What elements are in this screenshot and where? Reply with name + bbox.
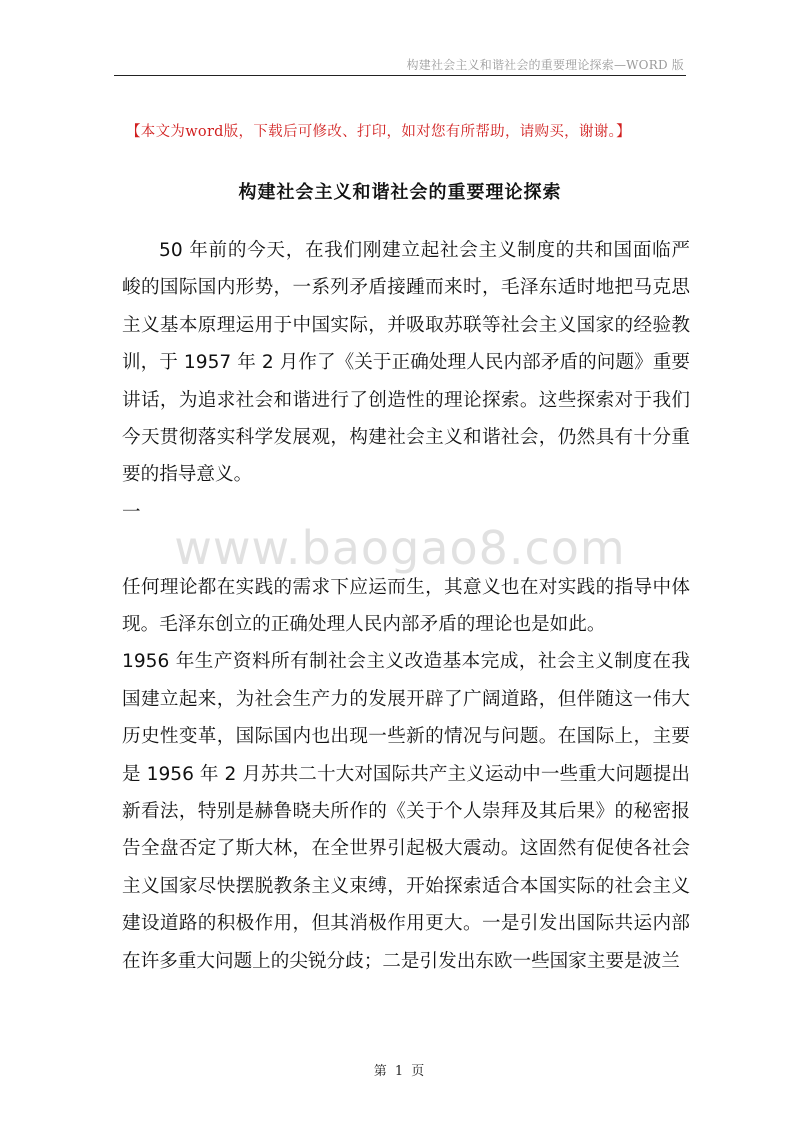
document-body: [122, 232, 690, 980]
document-title: 构建社会主义和谐社会的重要理论探索: [238, 182, 562, 203]
running-header: 构建社会主义和谐社会的重要理论探索—WORD 版: [406, 58, 684, 72]
paragraph: 任何理论都在实践的需求下应运而生，其意义也在对实践的指导中体现。毛泽东创立的正确处理人民内部矛盾的理论也是如此。: [122, 576, 690, 636]
watermark: www.baogao8.com: [174, 521, 626, 575]
section-heading: 一: [122, 501, 141, 523]
paragraph: 1956 年生产资料所有制社会主义改造基本完成，社会主义制度在我国建立起来，为社会生产力的发展开辟了广阔道路，但伴随这一伟大历史性变革，国际国内也出现一些新的情况与问题。在国际上，主要是 1956 年 2 月苏共二十大对国际共产主义运动中一些重大问题提出新看法，特别是赫鲁晓夫所作的《关于个人崇拜及其后果》的秘密报告全盘否定了斯大林，在全世界引起极大震动。这固然有促使各社会主义国家尽快摆脱教条主义束缚，开始探索适合本国实际的社会主义建设道路的积极作用，但其消极作用更大。一是引发出国际共运内部在许多重大问题上的尖锐分歧；二是引发出东欧一些国家主要是波兰: [122, 651, 690, 972]
paragraph-intro: 50 年前的今天，在我们刚建立起社会主义制度的共和国面临严峻的国际国内形势，一系列矛盾接踵而来时，毛泽东适时地把马克思主义基本原理运用于中国实际，并吸取苏联等社会主义国家的经验教训，于 1957 年 2 月作了《关于正确处理人民内部矛盾的问题》重要讲话，为追求社会和谐进行了创造性的理论探索。这些探索对于我们今天贯彻落实科学发展观，构建社会主义和谐社会，仍然具有十分重要的指导意义。: [122, 240, 690, 486]
page-number: 第 1 页: [373, 1064, 427, 1079]
header-divider: [114, 75, 686, 76]
purchase-notice: 【本文为word版，下载后可修改、打印，如对您有所帮助，请购买，谢谢。】: [126, 124, 631, 140]
